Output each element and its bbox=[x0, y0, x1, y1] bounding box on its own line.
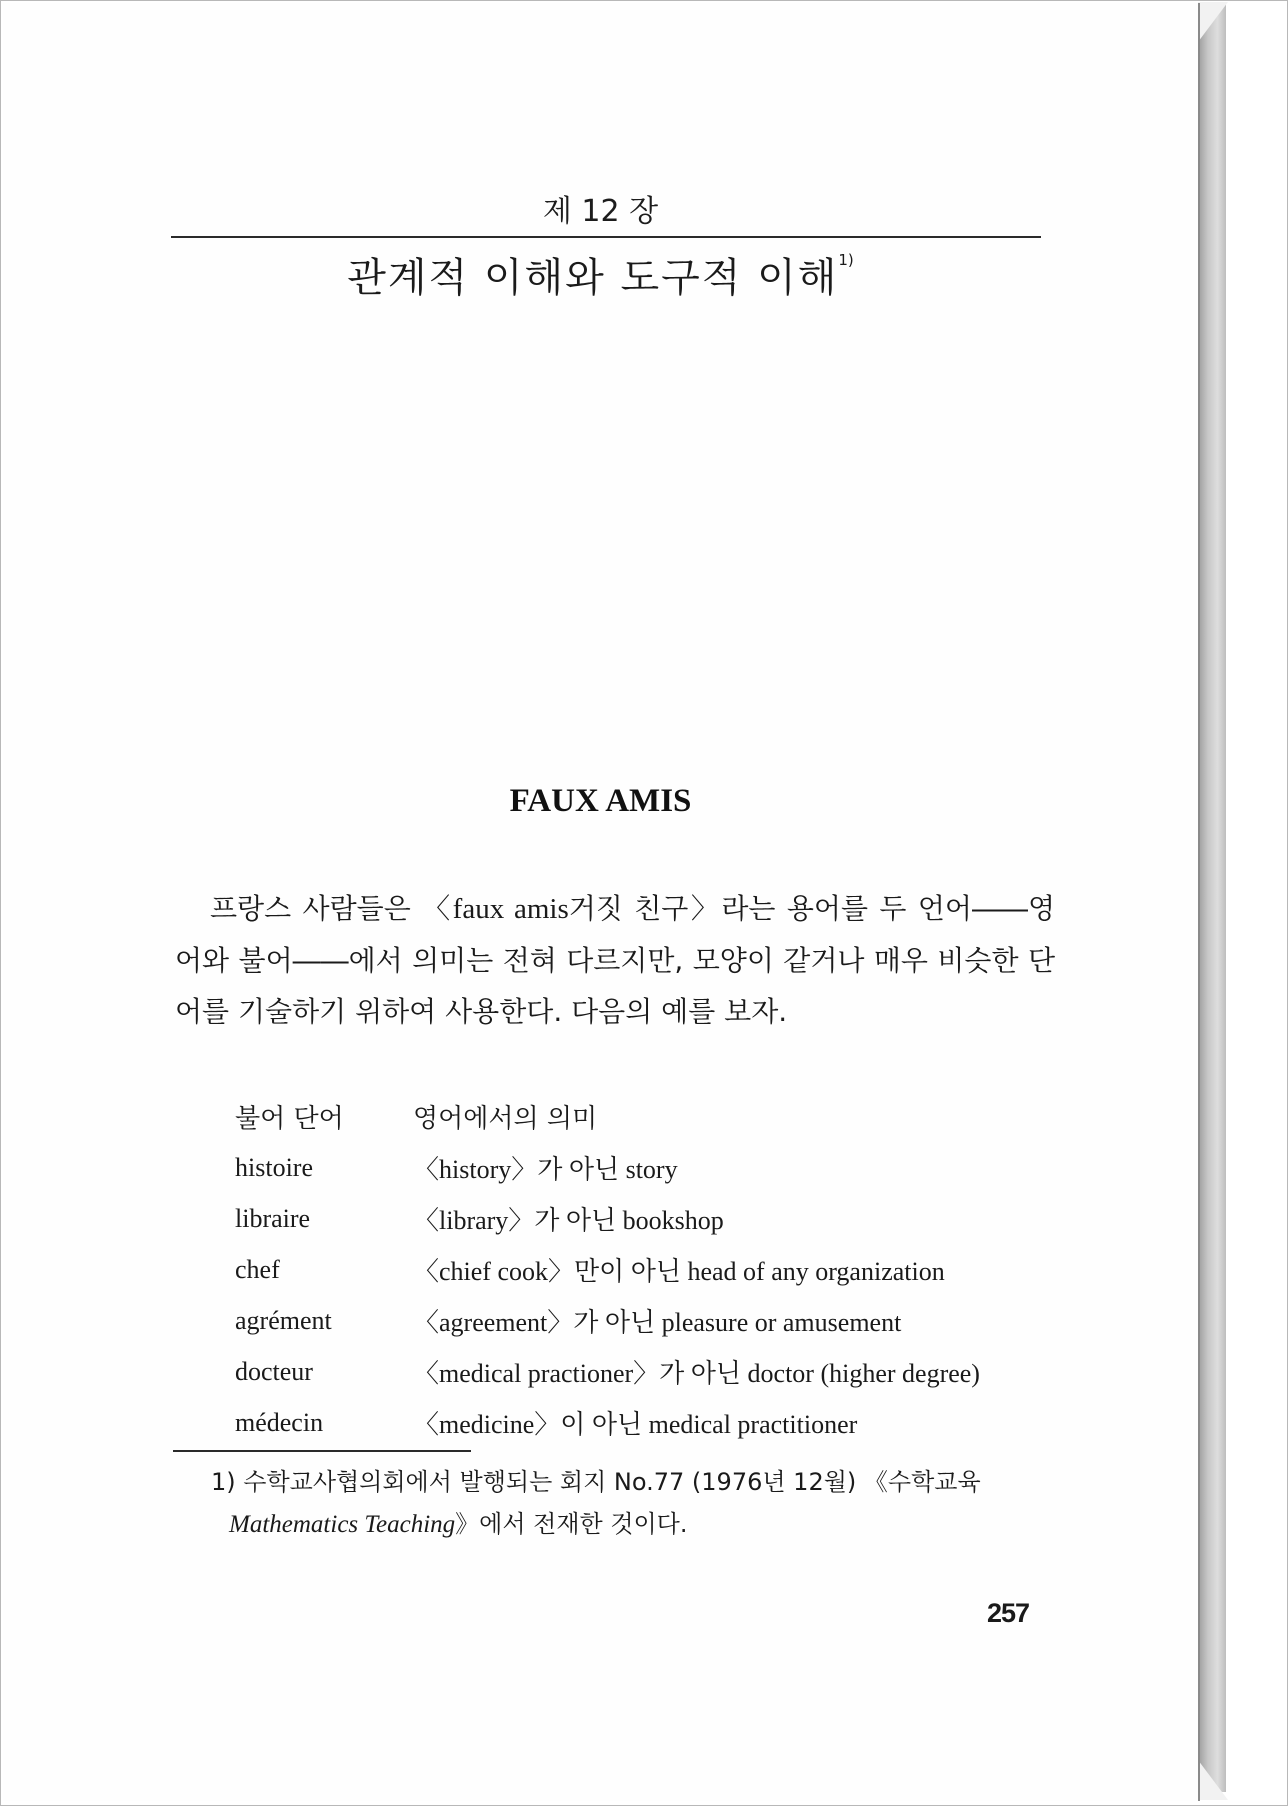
french-word: docteur bbox=[235, 1356, 313, 1386]
book-spine bbox=[1198, 2, 1226, 1792]
english-meaning: 〈library〉가 아닌 bookshop bbox=[413, 1206, 724, 1235]
paragraph-term: faux amis bbox=[452, 893, 569, 925]
page-number: 257 bbox=[987, 1598, 1030, 1628]
paragraph-part-3: 거짓 친구〉라는 용어를 두 언어――영어와 불어――에서 의미는 전혀 다르지만, 모양이 같거나 매우 비슷한 단어를 기술하기 위하여 사용한다. 다음의 예를 보자. bbox=[175, 892, 1055, 1028]
footnote-line-1: 1) 수학교사협의회에서 발행되는 회지 No.77 (1976년 12월) 《수학교육 bbox=[211, 1468, 981, 1496]
french-word: libraire bbox=[235, 1203, 311, 1233]
footnote-journal-title: Mathematics Teaching bbox=[229, 1511, 456, 1538]
english-meaning: 〈medicine〉이 아닌 medical practitioner bbox=[413, 1410, 858, 1439]
french-word: agrément bbox=[235, 1305, 332, 1335]
header-english-meaning: 영어에서의 의미 bbox=[413, 1104, 598, 1134]
body-paragraph bbox=[175, 883, 1055, 1037]
english-meaning: 〈agreement〉가 아닌 pleasure or amusement bbox=[413, 1308, 902, 1337]
footnote bbox=[211, 1461, 1053, 1546]
word-table bbox=[235, 1091, 980, 1448]
chapter-title bbox=[3, 246, 1198, 303]
table-row bbox=[235, 1295, 980, 1346]
table-row bbox=[235, 1397, 980, 1448]
french-word: histoire bbox=[235, 1152, 313, 1182]
chapter-number: 제 12 장 bbox=[542, 194, 659, 229]
chapter-title-text: 관계적 이해와 도구적 이해 bbox=[347, 255, 839, 301]
french-word: médecin bbox=[235, 1407, 324, 1437]
word-table-header bbox=[235, 1091, 980, 1142]
table-row bbox=[235, 1193, 980, 1244]
footnote-line-2-rest: 》에서 전재한 것이다. bbox=[455, 1510, 688, 1538]
paragraph-part-1: 프랑스 사람들은 〈 bbox=[210, 892, 453, 925]
english-meaning: 〈history〉가 아닌 story bbox=[413, 1155, 678, 1184]
french-word: chef bbox=[235, 1254, 280, 1284]
english-meaning: 〈chief cook〉만이 아닌 head of any organization bbox=[413, 1257, 945, 1286]
section-title: FAUX AMIS bbox=[509, 783, 692, 819]
footnote-rule bbox=[173, 1450, 471, 1452]
header-french-word: 불어 단어 bbox=[235, 1104, 344, 1134]
book-page bbox=[3, 3, 1200, 1801]
english-meaning: 〈medical practioner〉가 아닌 doctor (higher degree) bbox=[413, 1359, 980, 1388]
spine-top-corner bbox=[1198, 2, 1228, 42]
table-row bbox=[235, 1244, 980, 1295]
chapter-footnote-mark: 1) bbox=[838, 251, 854, 269]
spine-bottom-corner bbox=[1198, 1760, 1228, 1800]
chapter-rule bbox=[171, 236, 1041, 238]
table-row bbox=[235, 1346, 980, 1397]
table-row bbox=[235, 1142, 980, 1193]
footnote-line-2 bbox=[211, 1503, 1053, 1546]
